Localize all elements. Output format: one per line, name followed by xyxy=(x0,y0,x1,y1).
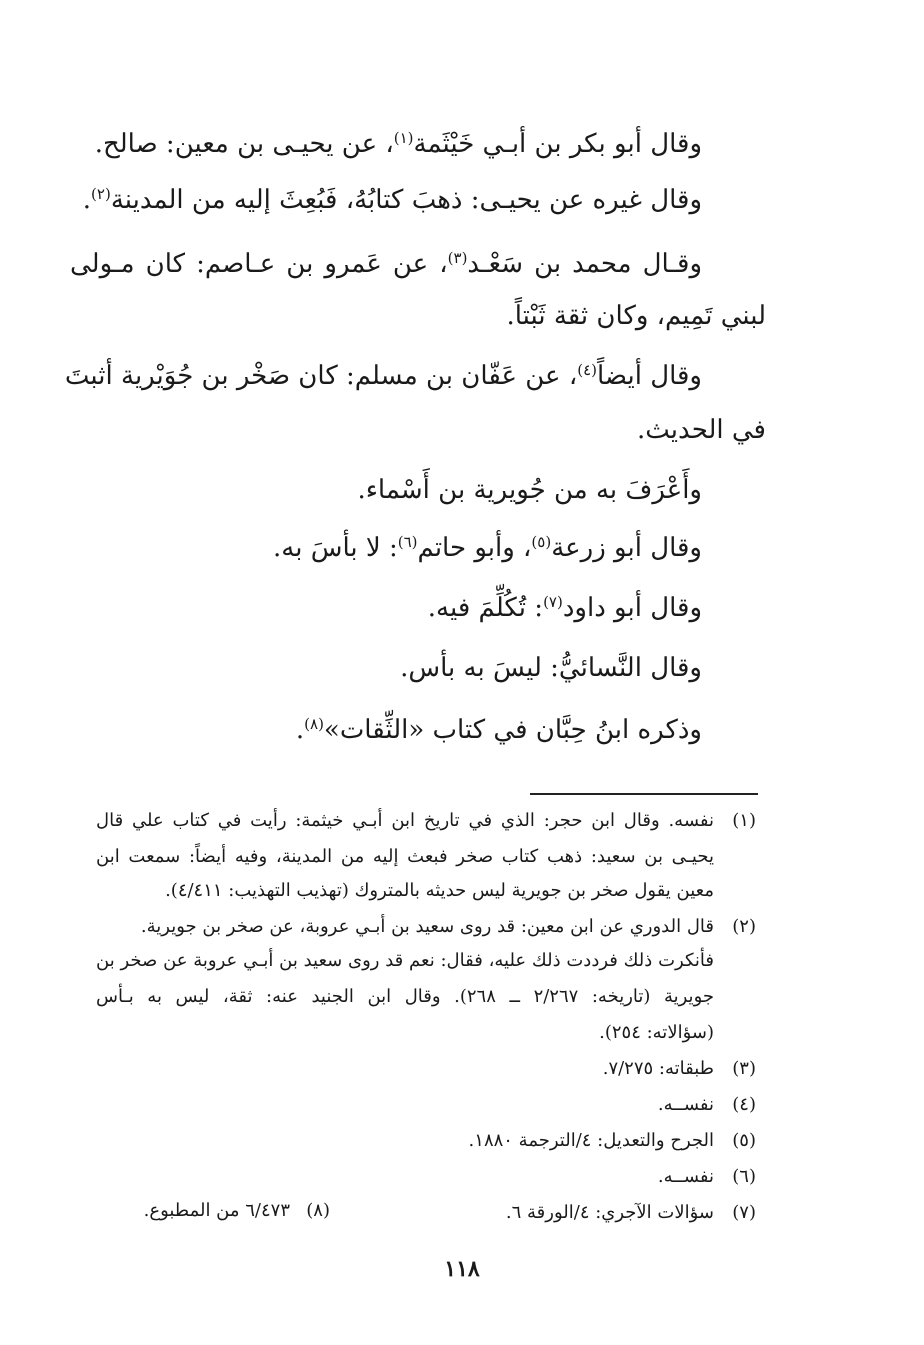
footnote-text: سؤالات الآجري: ٤/الورقة ٦. xyxy=(505,1202,714,1223)
body-text: وقال أبو زرعة xyxy=(551,533,702,563)
body-text: ، عن عَفّان بن مسلم: كان صَخْر بن جُوَيْرية أثبتَ xyxy=(64,361,578,391)
body-line-3 xyxy=(70,244,702,284)
body-line-4 xyxy=(506,296,766,336)
body-text: وقال أبو بكر بن أبـي خَيْثَمة xyxy=(413,129,702,159)
body-text: في الحديث. xyxy=(637,415,766,445)
body-line-8 xyxy=(273,528,702,568)
body-text: ، عن عَمرو بن عـاصم: كان مـولى xyxy=(70,249,448,279)
footnote-number: (٢) xyxy=(732,916,756,937)
footnote-number: (٦) xyxy=(732,1166,756,1187)
footnote-text: جويرية (تاريخه: ٢/٢٦٧ ــ ٢٦٨). وقال ابن الجنيد عنه: ثقة، ليس به بـأس xyxy=(96,986,714,1007)
footnote-text: معين يقول صخر بن جويرية ليس حديثه بالمتروك (تهذيب التهذيب: ٤/٤١١). xyxy=(165,880,714,901)
footnote-text: طبقاته: ٧/٢٧٥. xyxy=(602,1058,714,1079)
body-line-7 xyxy=(357,470,702,510)
footnote-number: (٨) xyxy=(306,1200,330,1221)
footnote-number: (١) xyxy=(732,810,756,831)
body-text: لبني تَمِيم، وكان ثقة ثَبْتاً. xyxy=(506,301,766,331)
footnote-number: (٤) xyxy=(732,1094,756,1115)
footnote-text: قال الدوري عن ابن معين: قد روى سعيد بن أبـي عروبة، عن صخر بن جويرية. xyxy=(140,916,714,937)
body-text: : تُكُلِّمَ فيه. xyxy=(427,593,544,623)
footnote-ref: (٦) xyxy=(397,533,418,551)
footnote-text: نفســه. xyxy=(657,1166,714,1187)
footnote-text: فأنكرت ذلك فرددت ذلك عليه، فقال: نعم قد روى سعيد بن أبـي عروبة عن صخر بن xyxy=(96,950,714,971)
body-text: وقال النَّسائيُّ: ليسَ به بأس. xyxy=(400,653,702,683)
footnote-ref: (٤) xyxy=(577,361,597,379)
footnote-number: (٧) xyxy=(732,1202,756,1223)
body-text: وقـال محمد بن سَعْـد xyxy=(467,249,702,279)
body-text: وقال غيره عن يحيـى: ذهبَ كتابُهُ، فَبُعِثَ إليه من المدينة xyxy=(110,185,702,215)
footnote-text: يحيـى بن سعيد: ذهب كتاب صخر فبعث إليه من المدينة، وفيه أيضاً: سمعت ابن xyxy=(96,846,714,867)
body-text: وذكره ابنُ حِبَّان في كتاب «الثِّقات» xyxy=(323,715,702,745)
footnote-number: (٣) xyxy=(732,1058,756,1079)
body-line-1 xyxy=(95,124,702,164)
body-line-5 xyxy=(64,356,702,396)
body-text: . xyxy=(295,715,305,745)
body-line-10 xyxy=(400,648,702,688)
body-line-6 xyxy=(637,410,766,450)
footnote-ref: (١) xyxy=(393,129,414,147)
body-line-9 xyxy=(428,588,702,628)
body-text: وقال أبو داود xyxy=(562,593,702,623)
footnote-ref: (٧) xyxy=(543,593,563,611)
body-text: وأَعْرَفَ به من جُويرية بن أَسْماء. xyxy=(357,475,702,505)
footnote-text: نفسه. وقال ابن حجر: الذي في تاريخ ابن أبـي خيثمة: رأيت في كتاب علي قال xyxy=(96,810,714,831)
body-text: : لا بأسَ به. xyxy=(273,533,398,563)
footnote-number: (٥) xyxy=(732,1130,756,1151)
footnote-text: الجرح والتعديل: ٤/الترجمة ١٨٨٠. xyxy=(468,1130,714,1151)
footnote-separator xyxy=(530,793,758,795)
footnote-text: (سؤالاته: ٢٥٤). xyxy=(599,1022,714,1043)
page-number: ١١٨ xyxy=(444,1256,480,1282)
body-text: ، عن يحيـى بن معين: صالح. xyxy=(94,129,394,159)
footnote-ref: (٨) xyxy=(304,715,324,733)
footnote-ref: (٢) xyxy=(91,185,111,203)
body-text: . xyxy=(82,185,92,215)
footnote-text: نفســه. xyxy=(657,1094,714,1115)
body-line-2 xyxy=(83,180,702,220)
body-text: وقال أيضاً xyxy=(597,361,702,391)
body-text: ، وأبو حاتم xyxy=(417,533,532,563)
footnote-ref: (٣) xyxy=(447,249,468,267)
footnote-ref: (٥) xyxy=(531,533,552,551)
body-line-11 xyxy=(296,710,702,750)
footnote-text: ٦/٤٧٣ من المطبوع. xyxy=(143,1200,290,1221)
